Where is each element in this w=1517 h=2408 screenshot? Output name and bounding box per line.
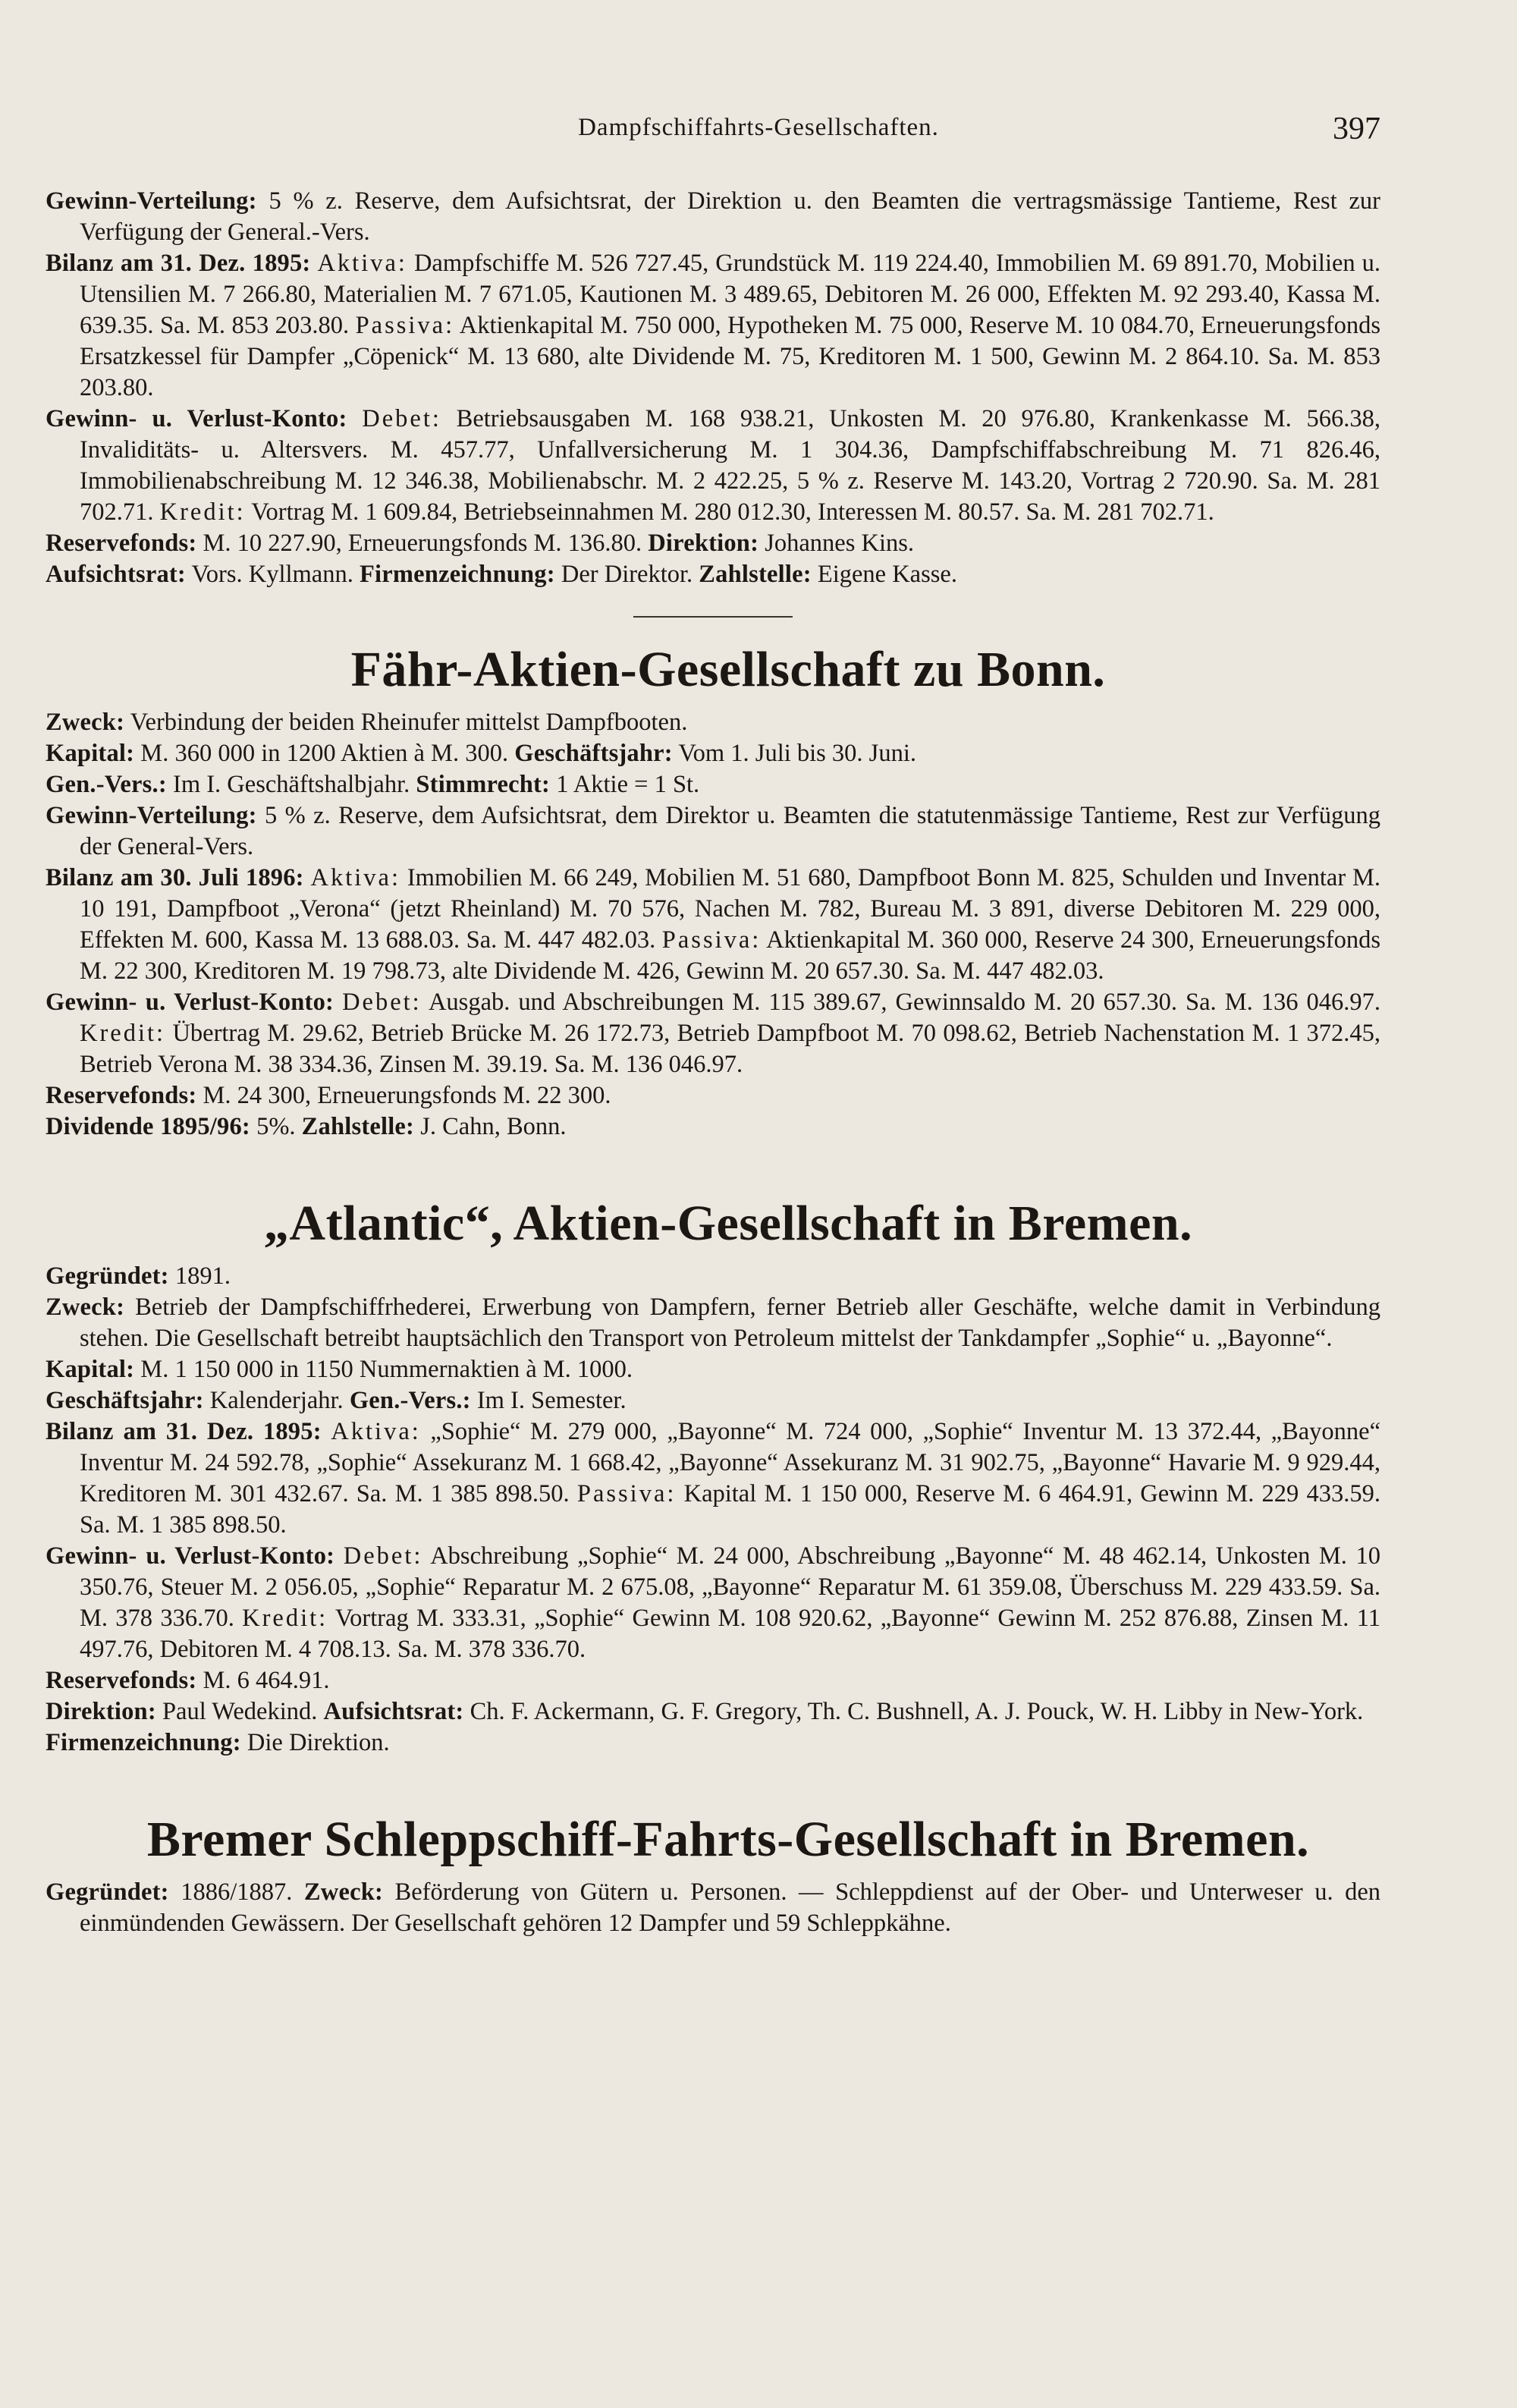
company-heading: „Atlantic“, Aktien-Gesellschaft in Bremen. <box>263 1196 1193 1251</box>
field-label: Reservefonds: <box>46 1667 197 1694</box>
field-label: Geschäftsjahr: <box>46 1387 204 1414</box>
field-text: Ausgab. und Abschreibungen M. 115 389.67, Gewinnsaldo M. 20 657.30. Sa. M. 136 046.97. <box>428 989 1380 1016</box>
field-label: Zahlstelle: <box>699 561 812 588</box>
field-label: Direktion: <box>648 530 759 557</box>
field-text: Eigene Kasse. <box>817 561 957 588</box>
field-text: Paul Wedekind. <box>162 1698 318 1725</box>
field-text: 1891. <box>174 1262 231 1290</box>
field-label: Bilanz am 30. Juli 1896: <box>46 864 304 891</box>
field-label: Kapital: <box>46 740 135 767</box>
field-label: Gegründet: <box>46 1878 169 1906</box>
field-label: Gen.-Vers.: <box>349 1387 471 1414</box>
field-label: Firmenzeichnung: <box>359 561 555 588</box>
field-label: Zahlstelle: <box>301 1113 415 1140</box>
aktiva-label: Aktiva: <box>331 1418 421 1445</box>
zweck-paragraph <box>46 707 1380 738</box>
debet-label: Debet: <box>343 1542 423 1570</box>
bilanz-paragraph <box>46 248 1380 404</box>
field-label: Geschäftsjahr: <box>514 740 673 767</box>
field-text: J. Cahn, Bonn. <box>420 1113 567 1140</box>
gewinn-verteilung-paragraph <box>46 800 1380 863</box>
passiva-label: Passiva: <box>576 1480 677 1507</box>
section-spacer <box>46 1759 1380 1806</box>
kapital-paragraph <box>46 738 1380 769</box>
field-label: Zweck: <box>46 1294 125 1321</box>
field-text: Beförderung von Gütern u. Personen. — Schleppdienst auf der Ober- und Unterweser u. den einmündenden Gewässern. Der Gesellschaft gehören 12 Dampfer und 59 Schleppkähne. <box>80 1878 1381 1937</box>
field-text: Der Direktor. <box>561 561 693 588</box>
field-text: Johannes Kins. <box>765 530 915 557</box>
gewinn-verteilung-paragraph <box>46 186 1380 248</box>
field-text: Vortrag M. 1 609.84, Betriebseinnahmen M. 280 012.30, Interessen M. 80.57. Sa. M. 281 702.71. <box>251 498 1214 526</box>
aktiva-label: Aktiva: <box>310 864 401 891</box>
section-spacer <box>46 1143 1380 1190</box>
field-label: Bilanz am 31. Dez. 1895: <box>46 1418 322 1445</box>
firmenzeichnung-paragraph <box>46 1727 1380 1759</box>
field-label: Firmenzeichnung: <box>46 1729 241 1756</box>
field-label: Gewinn-Verteilung: <box>46 187 257 215</box>
reservefonds-paragraph <box>46 528 1380 559</box>
field-label: Direktion: <box>46 1698 156 1725</box>
field-text: 1886/1887. <box>181 1878 293 1906</box>
passiva-label: Passiva: <box>355 312 455 339</box>
kredit-label: Kredit: <box>159 498 246 526</box>
aktiva-label: Aktiva: <box>317 250 407 277</box>
kredit-label: Kredit: <box>242 1605 328 1632</box>
field-label: Gen.-Vers.: <box>46 771 167 798</box>
field-text: M. 6 464.91. <box>203 1667 330 1694</box>
field-text: M. 10 227.90, Erneuerungsfonds M. 136.80. <box>203 530 642 557</box>
field-text: 5 % z. Reserve, dem Aufsichtsrat, der Direktion u. den Beamten die vertragsmässige Tantieme, Rest zur Verfügung der General.-Vers. <box>80 187 1380 246</box>
field-text: 5 % z. Reserve, dem Aufsichtsrat, dem Direktor u. Beamten die statutenmässige Tantieme, Rest zur Verfügung der General-Vers. <box>80 802 1380 860</box>
field-text: Aktienkapital M. 360 000, Reserve 24 300, Erneuerungsfonds M. 22 300, Kreditoren M. 19 798.73, alte Dividende M. 426, Gewinn M. 20 657.30. Sa. M. 447 482.03. <box>80 926 1380 985</box>
genvers-paragraph <box>46 769 1380 800</box>
field-label: Dividende 1895/96: <box>46 1113 250 1140</box>
field-text: Im I. Geschäftshalbjahr. <box>173 771 410 798</box>
field-text: Abschreibung „Sophie“ M. 24 000, Abschreibung „Bayonne“ M. 48 462.14, Unkosten M. 10 350.76, Steuer M. 2 056.05, „Sophie“ Reparatur M. 2 675.08, „Bayonne“ Reparatur M. 61 359.08, Überschuss M. 229 433.59. Sa. M. 378 336.70. <box>80 1542 1380 1632</box>
field-text: Vortrag M. 333.31, „Sophie“ Gewinn M. 108 920.62, „Bayonne“ Gewinn M. 252 876.88, Zinsen M. 11 497.76, Debitoren M. 4 708.13. Sa. M. 378 336.70. <box>80 1605 1380 1663</box>
field-text: Kalenderjahr. <box>209 1387 344 1414</box>
field-text: Betrieb der Dampfschiffrhederei, Erwerbung von Dampfern, ferner Betrieb aller Geschäfte, welche damit in Verbindung stehen. Die Gesellschaft betreibt hauptsächlich den Transport von Petroleum mittelst der Tankdampfer „Sophie“ u. „Bayonne“. <box>80 1294 1380 1352</box>
field-text: 1 Aktie = 1 St. <box>556 771 700 798</box>
field-label: Reservefonds: <box>46 530 197 557</box>
company-entry-bonn <box>46 640 1380 1143</box>
company-heading: Fähr-Aktien-Gesellschaft zu Bonn. <box>350 642 1106 697</box>
field-text: Verbindung der beiden Rheinufer mittelst Dampfbooten. <box>130 709 688 736</box>
field-text: Vom 1. Juli bis 30. Juni. <box>678 740 916 767</box>
continued-entry <box>46 186 1380 590</box>
field-label: Aufsichtsrat: <box>46 561 186 588</box>
direktion-paragraph <box>46 1696 1380 1727</box>
guv-paragraph <box>46 404 1380 528</box>
company-heading: Bremer Schleppschiff-Fahrts-Gesellschaft in Bremen. <box>146 1812 1310 1867</box>
field-text: M. 1 150 000 in 1150 Nummernaktien à M. 1000. <box>140 1356 633 1383</box>
guv-paragraph <box>46 987 1380 1080</box>
aufsichtsrat-paragraph <box>46 559 1380 590</box>
field-label: Kapital: <box>46 1356 135 1383</box>
kredit-label: Kredit: <box>80 1020 166 1047</box>
gegruendet-paragraph <box>46 1877 1380 1939</box>
field-label: Aufsichtsrat: <box>323 1698 464 1725</box>
field-text: M. 360 000 in 1200 Aktien à M. 300. <box>140 740 509 767</box>
field-text: Übertrag M. 29.62, Betrieb Brücke M. 26 172.73, Betrieb Dampfboot M. 70 098.62, Betrieb Nachenstation M. 1 372.45, Betrieb Verona M. 38 334.36, Zinsen M. 39.19. Sa. M. 136 046.97. <box>80 1020 1380 1078</box>
running-title: Dampfschiffahrts-Gesellschaften. <box>578 114 939 141</box>
company-entry-schleppschiff <box>46 1810 1380 1939</box>
section-divider <box>633 616 793 618</box>
field-text: Kapital M. 1 150 000, Reserve M. 6 464.91, Gewinn M. 229 433.59. Sa. M. 1 385 898.50. <box>80 1480 1380 1539</box>
page-number: 397 <box>1333 112 1380 146</box>
dividende-paragraph <box>46 1111 1380 1143</box>
debet-label: Debet: <box>362 405 441 432</box>
field-text: Im I. Semester. <box>476 1387 627 1414</box>
passiva-label: Passiva: <box>661 926 762 954</box>
field-label: Zweck: <box>303 1878 384 1906</box>
field-label: Gewinn- u. Verlust-Konto: <box>46 989 334 1016</box>
bilanz-paragraph <box>46 1416 1380 1541</box>
field-text: Betriebsausgaben M. 168 938.21, Unkosten M. 20 976.80, Krankenkasse M. 566.38, Invaliditäts- u. Altersvers. M. 457.77, Unfallversicherung M. 1 304.36, Dampfschiffabschreibung M. 71 826.46, Immobilienabschreibung M. 12 346.38, Mobilienabschr. M. 2 422.25, 5 % z. Reserve M. 143.20, Vortrag 2 720.90. Sa. M. 281 702.71. <box>80 405 1380 526</box>
field-text: M. 24 300, Erneuerungsfonds M. 22 300. <box>203 1082 611 1109</box>
field-text: Vors. Kyllmann. <box>191 561 353 588</box>
reservefonds-paragraph <box>46 1665 1380 1696</box>
field-label: Zweck: <box>46 709 125 736</box>
zweck-paragraph <box>46 1292 1380 1354</box>
field-label: Bilanz am 31. Dez. 1895: <box>46 250 311 277</box>
field-text: Immobilien M. 66 249, Mobilien M. 51 680, Dampfboot Bonn M. 825, Schulden und Inventar M. 10 191, Dampfboot „Verona“ (jetzt Rheinland) M. 70 576, Nachen M. 782, Bureau M. 3 891, diverse Debitoren M. 229 000, Effekten M. 600, Kassa M. 13 688.03. Sa. M. 447 482.03. <box>80 864 1381 954</box>
field-text: Dampfschiffe M. 526 727.45, Grundstück M. 119 224.40, Immobilien M. 69 891.70, Mobilien u. Utensilien M. 7 266.80, Materialien M. 7 671.05, Kautionen M. 3 489.65, Debitoren M. 26 000, Effekten M. 92 293.40, Kassa M. 639.35. Sa. M. 853 203.80. <box>80 250 1381 339</box>
field-label: Stimmrecht: <box>416 771 551 798</box>
page-body <box>46 186 1380 1939</box>
bilanz-paragraph <box>46 863 1380 987</box>
field-label: Reservefonds: <box>46 1082 197 1109</box>
page-header <box>0 114 1517 152</box>
guv-paragraph <box>46 1541 1380 1665</box>
field-label: Gewinn-Verteilung: <box>46 802 257 829</box>
field-text: Aktienkapital M. 750 000, Hypotheken M. 75 000, Reserve M. 10 084.70, Erneuerungsfonds Ersatzkessel für Dampfer „Cöpenick“ M. 13 680, alte Dividende M. 75, Kreditoren M. 1 500, Gewinn M. 2 864.10. Sa. M. 853 203.80. <box>80 312 1381 401</box>
gegruendet-paragraph <box>46 1261 1380 1292</box>
kapital-paragraph <box>46 1354 1380 1385</box>
geschaeftsjahr-paragraph <box>46 1385 1380 1416</box>
field-label: Gewinn- u. Verlust-Konto: <box>46 1542 335 1570</box>
field-label: Gegründet: <box>46 1262 169 1290</box>
field-text: 5%. <box>256 1113 296 1140</box>
field-text: „Sophie“ M. 279 000, „Bayonne“ M. 724 000, „Sophie“ Inventur M. 13 372.44, „Bayonne“ Inventur M. 24 592.78, „Sophie“ Assekuranz M. 1 668.42, „Bayonne“ Assekuranz M. 31 902.75, „Bayonne“ Havarie M. 9 929.44, Kreditoren M. 301 432.67. Sa. M. 1 385 898.50. <box>80 1418 1381 1507</box>
field-text: Ch. F. Ackermann, G. F. Gregory, Th. C. Bushnell, A. J. Pouck, W. H. Libby in New-York. <box>470 1698 1364 1725</box>
company-entry-atlantic <box>46 1194 1380 1759</box>
field-label: Gewinn- u. Verlust-Konto: <box>46 405 347 432</box>
field-text: Die Direktion. <box>247 1729 390 1756</box>
reservefonds-paragraph <box>46 1080 1380 1111</box>
debet-label: Debet: <box>342 989 422 1016</box>
